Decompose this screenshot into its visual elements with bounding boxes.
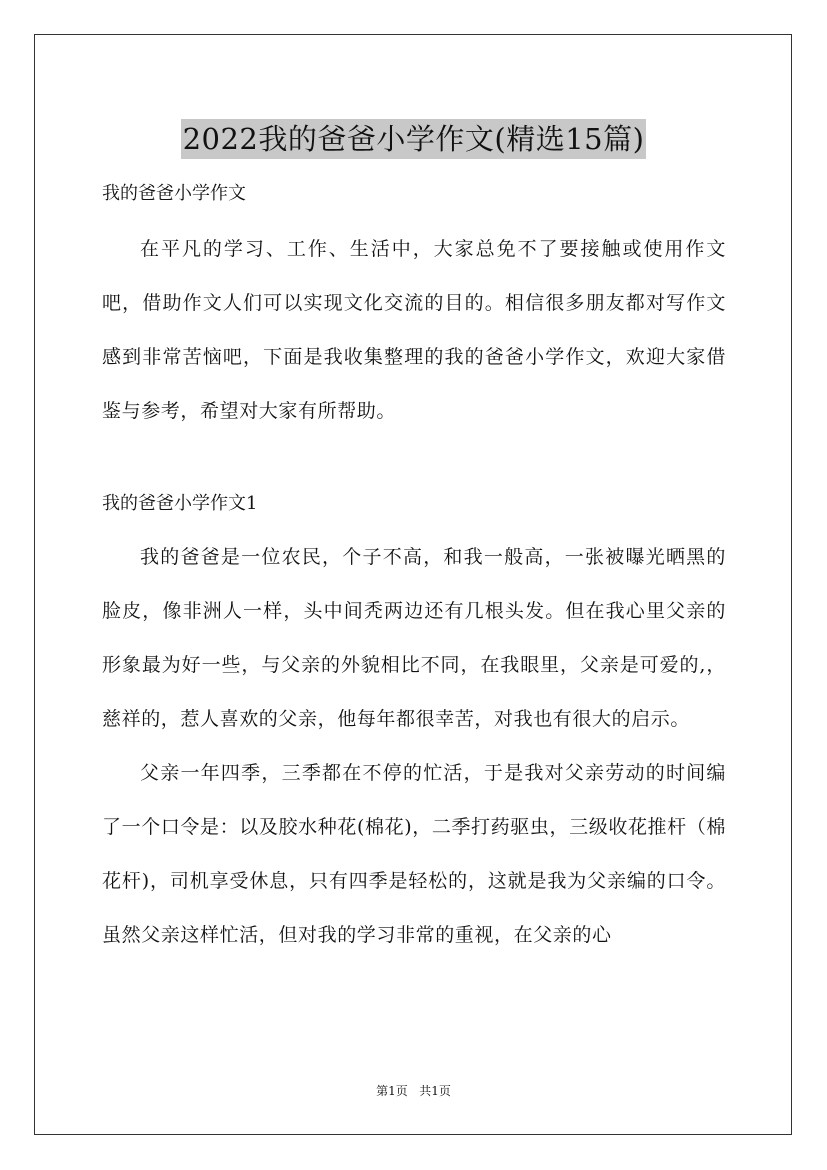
paragraph-intro: 在平凡的学习、工作、生活中，大家总免不了要接触或使用作文吧，借助作文人们可以实现文化交流的目的。相信很多朋友都对写作文感到非常苦恼吧，下面是我收集整理的我的爸爸小学作文，欢迎大家借鉴与参考，希望对大家有所帮助。: [102, 238, 726, 422]
section-spacer: [102, 438, 726, 478]
paragraph-essay-1-a: 我的爸爸是一位农民，个子不高，和我一般高，一张被曝光晒黑的脸皮，像非洲人一样，头中间秃两边还有几根头发。但在我心里父亲的形象最为好一些，与父亲的外貌相比不同，在我眼里，父亲是可爱的,，慈祥的，惹人喜欢的父亲，他每年都很幸苦，对我也有很大的启示。: [102, 546, 726, 730]
page-number: 第1页: [376, 1084, 408, 1098]
document-title: 2022我的爸爸小学作文(精选15篇): [181, 119, 647, 159]
section-heading-intro: 我的爸爸小学作文: [102, 183, 246, 204]
section-heading-essay-1: 我的爸爸小学作文1: [102, 493, 258, 514]
paragraph-essay-1-b: 父亲一年四季，三季都在不停的忙活，于是我对父亲劳动的时间编了一个口令是：以及胶水种花(棉花)，二季打药驱虫，三级收花推杆（棉花杆)，司机享受休息，只有四季是轻松的，这就是我为父亲编的口令。虽然父亲这样忙活，但对我的学习非常的重视，在父亲的心: [102, 762, 726, 946]
page-footer: [0, 1083, 827, 1099]
total-pages: 共1页: [419, 1084, 451, 1098]
document-body: [102, 168, 726, 962]
footer-spacer: [408, 1084, 419, 1098]
